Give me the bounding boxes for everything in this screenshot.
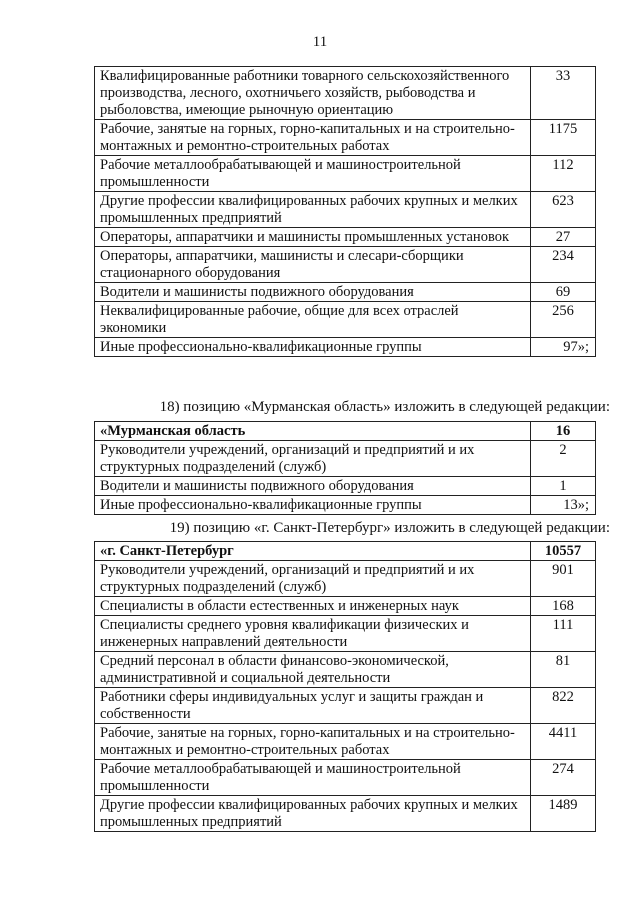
region-total: 16	[531, 422, 596, 441]
row-value: 1175	[531, 120, 596, 156]
row-value: 112	[531, 156, 596, 192]
table-continuation	[94, 66, 596, 357]
table-row	[95, 228, 596, 247]
table-row	[95, 302, 596, 338]
row-value: 234	[531, 247, 596, 283]
table-row	[95, 616, 596, 652]
table-row	[95, 338, 596, 357]
row-label: Операторы, аппаратчики, машинисты и слесари-сборщики стационарного оборудования	[95, 247, 531, 283]
table-row	[95, 597, 596, 616]
instruction-saint-petersburg: 19) позицию «г. Санкт-Петербург» изложить в следующей редакции:	[169, 520, 610, 536]
row-label: Рабочие, занятые на горных, горно-капитальных и на строительно-монтажных и ремонтно-строительных работах	[95, 120, 531, 156]
row-label: Средний персонал в области финансово-экономической, административной и социальной деятельности	[95, 652, 531, 688]
row-label: Квалифицированные работники товарного сельскохозяйственного производства, лесного, охотничьего хозяйств, рыбоводства и рыболовства, имеющие рыночную ориентацию	[95, 67, 531, 120]
row-label: Другие профессии квалифицированных рабочих крупных и мелких промышленных предприятий	[95, 796, 531, 832]
table-row	[95, 67, 596, 120]
row-value: 33	[531, 67, 596, 120]
row-label: Водители и машинисты подвижного оборудования	[95, 477, 531, 496]
row-label: Операторы, аппаратчики и машинисты промышленных установок	[95, 228, 531, 247]
row-label: Иные профессионально-квалификационные группы	[95, 338, 531, 357]
region-name: «г. Санкт-Петербург	[95, 542, 531, 561]
row-label: Специалисты в области естественных и инженерных наук	[95, 597, 531, 616]
table-row	[95, 156, 596, 192]
row-value: 822	[531, 688, 596, 724]
row-label: Специалисты среднего уровня квалификации физических и инженерных направлений деятельности	[95, 616, 531, 652]
row-value: 27	[531, 228, 596, 247]
region-total: 10557	[531, 542, 596, 561]
row-value: 274	[531, 760, 596, 796]
table-header-row	[95, 422, 596, 441]
table-row	[95, 441, 596, 477]
region-name: «Мурманская область	[95, 422, 531, 441]
table-row	[95, 283, 596, 302]
table-row	[95, 561, 596, 597]
row-label: Руководители учреждений, организаций и предприятий и их структурных подразделений (служб)	[95, 561, 531, 597]
row-value: 111	[531, 616, 596, 652]
row-value: 1489	[531, 796, 596, 832]
row-label: Водители и машинисты подвижного оборудования	[95, 283, 531, 302]
table-row	[95, 496, 596, 515]
table-row	[95, 247, 596, 283]
row-value: 2	[531, 441, 596, 477]
page-number: 11	[312, 34, 328, 50]
row-value: 1	[531, 477, 596, 496]
table-row	[95, 760, 596, 796]
table-saint-petersburg	[94, 541, 596, 832]
row-value: 168	[531, 597, 596, 616]
row-value: 69	[531, 283, 596, 302]
row-value: 4411	[531, 724, 596, 760]
row-value: 97»;	[531, 338, 596, 357]
row-value: 81	[531, 652, 596, 688]
table-row	[95, 796, 596, 832]
table-row	[95, 688, 596, 724]
row-label: Рабочие металлообрабатывающей и машиностроительной промышленности	[95, 760, 531, 796]
table-row	[95, 120, 596, 156]
table-row	[95, 477, 596, 496]
row-label: Неквалифицированные рабочие, общие для всех отраслей экономики	[95, 302, 531, 338]
table-murmansk	[94, 421, 596, 515]
row-label: Рабочие, занятые на горных, горно-капитальных и на строительно-монтажных и ремонтно-строительных работах	[95, 724, 531, 760]
table-row	[95, 724, 596, 760]
row-value: 623	[531, 192, 596, 228]
row-value: 256	[531, 302, 596, 338]
row-label: Иные профессионально-квалификационные группы	[95, 496, 531, 515]
row-value: 13»;	[531, 496, 596, 515]
row-value: 901	[531, 561, 596, 597]
row-label: Руководители учреждений, организаций и предприятий и их структурных подразделений (служб)	[95, 441, 531, 477]
row-label: Другие профессии квалифицированных рабочих крупных и мелких промышленных предприятий	[95, 192, 531, 228]
row-label: Работники сферы индивидуальных услуг и защиты граждан и собственности	[95, 688, 531, 724]
row-label: Рабочие металлообрабатывающей и машиностроительной промышленности	[95, 156, 531, 192]
table-row	[95, 652, 596, 688]
instruction-murmansk: 18) позицию «Мурманская область» изложить в следующей редакции:	[159, 399, 610, 415]
table-header-row	[95, 542, 596, 561]
table-row	[95, 192, 596, 228]
